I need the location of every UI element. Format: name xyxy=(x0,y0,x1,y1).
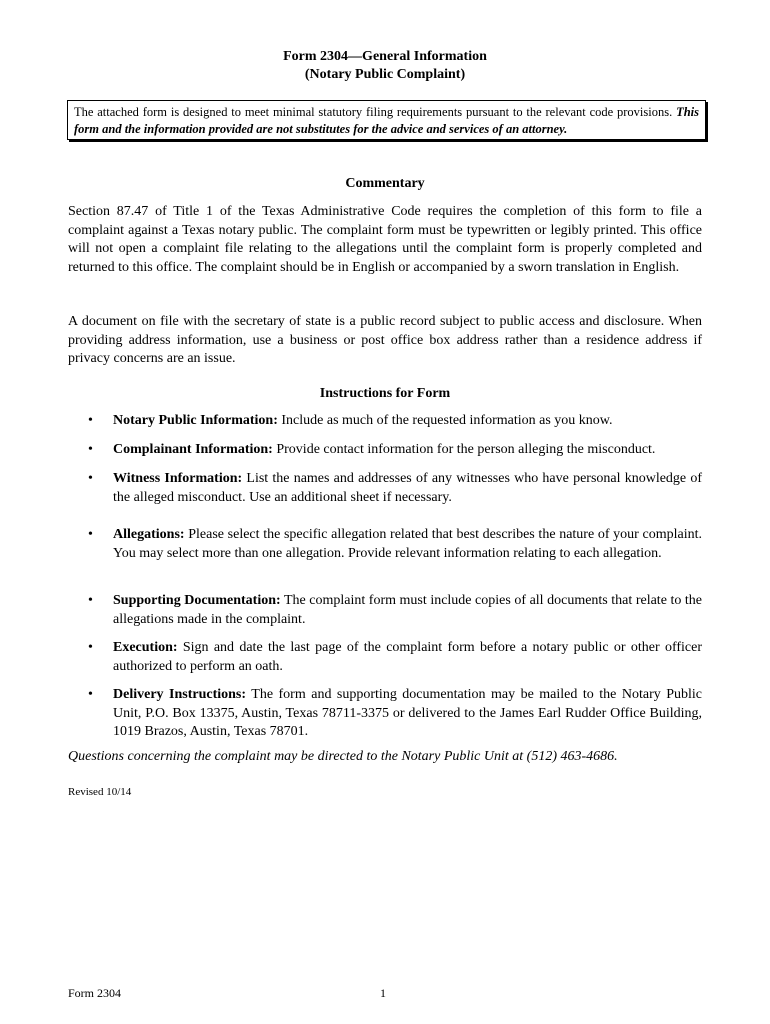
list-item-label: Delivery Instructions: xyxy=(113,687,247,702)
list-item-text: Sign and date the last page of the complaint form before a notary public or other officer authorized to perform an oath. xyxy=(113,640,702,674)
bullet-icon: • xyxy=(88,442,93,457)
list-item-text: Include as much of the requested information as you know. xyxy=(277,413,613,428)
disclaimer-box xyxy=(67,100,706,140)
list-item xyxy=(68,639,702,676)
list-item-label: Allegations: xyxy=(113,527,185,542)
list-item-text: The complaint form must include copies of all documents that relate to the allegations made in the complaint. xyxy=(113,593,702,627)
title-line-1: Form 2304—General Information xyxy=(283,49,487,64)
list-item-label: Notary Public Information: xyxy=(113,413,278,428)
list-item xyxy=(68,592,702,629)
list-item-text: The form and supporting documentation may be mailed to the Notary Public Unit, P.O. Box 13375, Austin, Texas 78711-3375 or delivered to the James Earl Rudder Office Building, 1019 Brazos, Austin, Texas 78701. xyxy=(113,687,702,739)
list-item-text: Provide contact information for the person alleging the misconduct. xyxy=(272,442,656,457)
commentary-paragraph-2: A document on file with the secretary of state is a public record subject to public access and disclosure. When providing address information, use a business or post office box address rather than a residence address if privacy concerns are an issue. xyxy=(68,314,702,366)
disclaimer-text: The attached form is designed to meet minimal statutory filing requirements pursuant to the relevant code provisions. xyxy=(74,105,677,119)
page-title xyxy=(0,48,770,84)
list-item xyxy=(68,526,702,563)
list-item xyxy=(68,470,702,507)
list-item-label: Witness Information: xyxy=(113,471,243,486)
list-item xyxy=(68,686,702,742)
bullet-icon: • xyxy=(88,593,93,608)
list-item-text: Please select the specific allegation related that best describes the nature of your complaint. You may select more than one allegation. Provide relevant information relating to each allegation. xyxy=(113,527,702,561)
list-item-text: List the names and addresses of any witnesses who have personal knowledge of the alleged misconduct. Use an additional sheet if necessary. xyxy=(113,471,703,505)
list-item-label: Complainant Information: xyxy=(113,442,273,457)
revision-date: Revised 10/14 xyxy=(68,786,132,798)
instructions-heading: Instructions for Form xyxy=(319,386,451,401)
footer-form-label: Form 2304 xyxy=(68,986,122,1000)
list-item-label: Execution: xyxy=(113,640,178,655)
bullet-icon: • xyxy=(88,471,93,486)
list-item xyxy=(68,412,702,431)
footer-page-number: 1 xyxy=(380,986,386,1000)
contact-note: Questions concerning the complaint may be directed to the Notary Public Unit at (512) 463-4686. xyxy=(68,749,618,764)
bullet-icon: • xyxy=(88,640,93,655)
bullet-icon: • xyxy=(88,687,93,702)
list-item-label: Supporting Documentation: xyxy=(113,593,281,608)
title-line-2: (Notary Public Complaint) xyxy=(304,67,466,82)
list-item xyxy=(68,441,702,460)
bullet-icon: • xyxy=(88,527,93,542)
commentary-heading: Commentary xyxy=(345,176,425,191)
disclaimer-emphasis: This form and the information provided are not substitutes for the advice and services of an attorney. xyxy=(74,105,699,136)
commentary-paragraph-1: Section 87.47 of Title 1 of the Texas Administrative Code requires the completion of this form to file a complaint against a Texas notary public. The complaint form must be typewritten or legibly printed. This office will not open a complaint file relating to the allegations until the complaint form is properly completed and returned to this office. The complaint should be in English or accompanied by a sworn translation in English. xyxy=(68,204,702,275)
bullet-icon: • xyxy=(88,413,93,428)
